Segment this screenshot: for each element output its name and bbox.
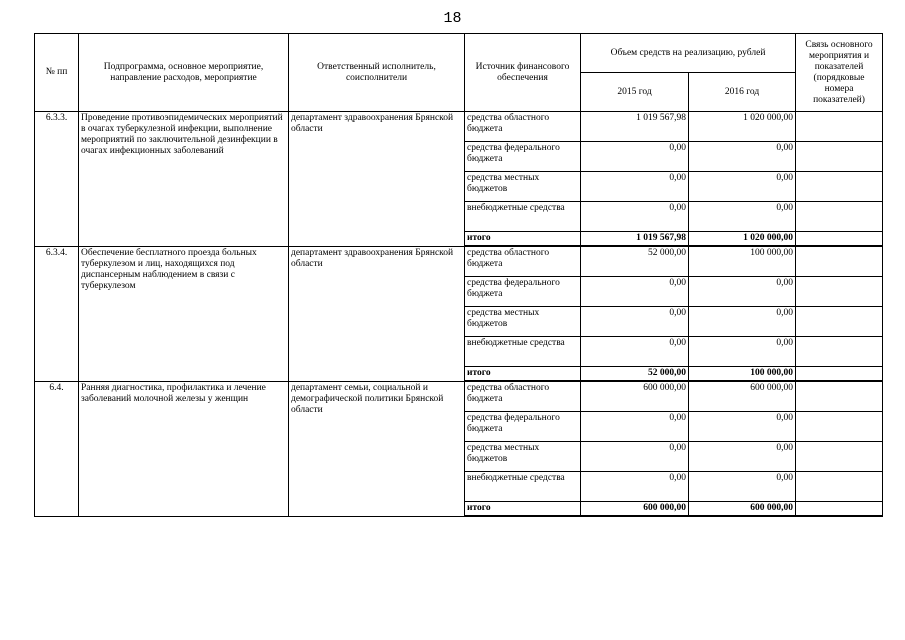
amount-2016: 0,00 [689,142,796,172]
amount-2015: 0,00 [581,307,689,337]
indicator-link-cell [796,172,883,202]
amount-2015: 600 000,00 [581,381,689,412]
amount-2015: 0,00 [581,442,689,472]
section-name: Ранняя диагностика, профилактика и лечение заболеваний молочной железы у женщин [79,381,289,516]
section-name: Проведение противоэпидемических мероприятий в очагах туберкулезной инфекции, выполнение мероприятий по заключительной дезинфекции в очагах инфекционных заболеваний [79,112,289,247]
amount-2015: 0,00 [581,472,689,502]
indicator-link-cell [796,246,883,277]
table-row [35,112,883,142]
page-number: 18 [443,10,462,27]
section-name: Обеспечение бесплатного проезда больных туберкулезом и лиц, находящихся под диспансерным наблюдением в связи с туберкулезом [79,246,289,381]
amount-2015: 0,00 [581,142,689,172]
funding-source: внебюджетные средства [465,337,581,367]
amount-2016: 0,00 [689,472,796,502]
indicator-link-cell [796,277,883,307]
indicator-link-cell [796,502,883,517]
funding-source: внебюджетные средства [465,202,581,232]
amount-2016: 1 020 000,00 [689,112,796,142]
section-code: 6.3.3. [35,112,79,247]
header-year-2015: 2015 год [581,73,689,112]
funding-source: средства федерального бюджета [465,412,581,442]
section-code: 6.3.4. [35,246,79,381]
amount-2016: 0,00 [689,307,796,337]
table-row [35,381,883,412]
indicator-link-cell [796,412,883,442]
indicator-link-cell [796,202,883,232]
section-code: 6.4. [35,381,79,516]
amount-2015: 0,00 [581,337,689,367]
amount-2016: 0,00 [689,412,796,442]
total-2015: 600 000,00 [581,502,689,517]
amount-2016: 600 000,00 [689,381,796,412]
header-program: Подпрограмма, основное мероприятие, направление расходов, мероприятие [79,34,289,112]
amount-2016: 0,00 [689,277,796,307]
indicator-link-cell [796,337,883,367]
header-year-2016: 2016 год [689,73,796,112]
total-label: итого [465,502,581,517]
funding-source: средства областного бюджета [465,112,581,142]
total-2015: 1 019 567,98 [581,232,689,247]
amount-2015: 0,00 [581,202,689,232]
total-2016: 600 000,00 [689,502,796,517]
header-executor: Ответственный исполнитель, соисполнители [289,34,465,112]
funding-source: средства местных бюджетов [465,442,581,472]
amount-2015: 52 000,00 [581,246,689,277]
amount-2015: 0,00 [581,412,689,442]
budget-table [34,33,883,517]
total-2016: 100 000,00 [689,367,796,382]
amount-2016: 0,00 [689,337,796,367]
header-num: № пп [35,34,79,112]
table-row [35,246,883,277]
amount-2016: 100 000,00 [689,246,796,277]
section-executor: департамент здравоохранения Брянской области [289,246,465,381]
amount-2016: 0,00 [689,172,796,202]
indicator-link-cell [796,367,883,382]
indicator-link-cell [796,381,883,412]
indicator-link-cell [796,142,883,172]
header-volume: Объем средств на реализацию, рублей [581,34,796,73]
total-label: итого [465,367,581,382]
amount-2015: 0,00 [581,277,689,307]
indicator-link-cell [796,232,883,247]
indicator-link-cell [796,112,883,142]
funding-source: средства местных бюджетов [465,172,581,202]
section-executor: департамент здравоохранения Брянской области [289,112,465,247]
amount-2016: 0,00 [689,202,796,232]
amount-2015: 0,00 [581,172,689,202]
funding-source: средства местных бюджетов [465,307,581,337]
indicator-link-cell [796,442,883,472]
total-2016: 1 020 000,00 [689,232,796,247]
table-header [35,34,883,112]
funding-source: средства областного бюджета [465,246,581,277]
indicator-link-cell [796,307,883,337]
amount-2015: 1 019 567,98 [581,112,689,142]
table-body [35,112,883,517]
funding-source: внебюджетные средства [465,472,581,502]
funding-source: средства федерального бюджета [465,142,581,172]
header-link: Связь основного мероприятия и показателей (порядковые номера показателей) [796,34,883,112]
funding-source: средства федерального бюджета [465,277,581,307]
total-2015: 52 000,00 [581,367,689,382]
total-label: итого [465,232,581,247]
header-source: Источник финансового обеспечения [465,34,581,112]
amount-2016: 0,00 [689,442,796,472]
indicator-link-cell [796,472,883,502]
section-executor: департамент семьи, социальной и демографической политики Брянской области [289,381,465,516]
funding-source: средства областного бюджета [465,381,581,412]
